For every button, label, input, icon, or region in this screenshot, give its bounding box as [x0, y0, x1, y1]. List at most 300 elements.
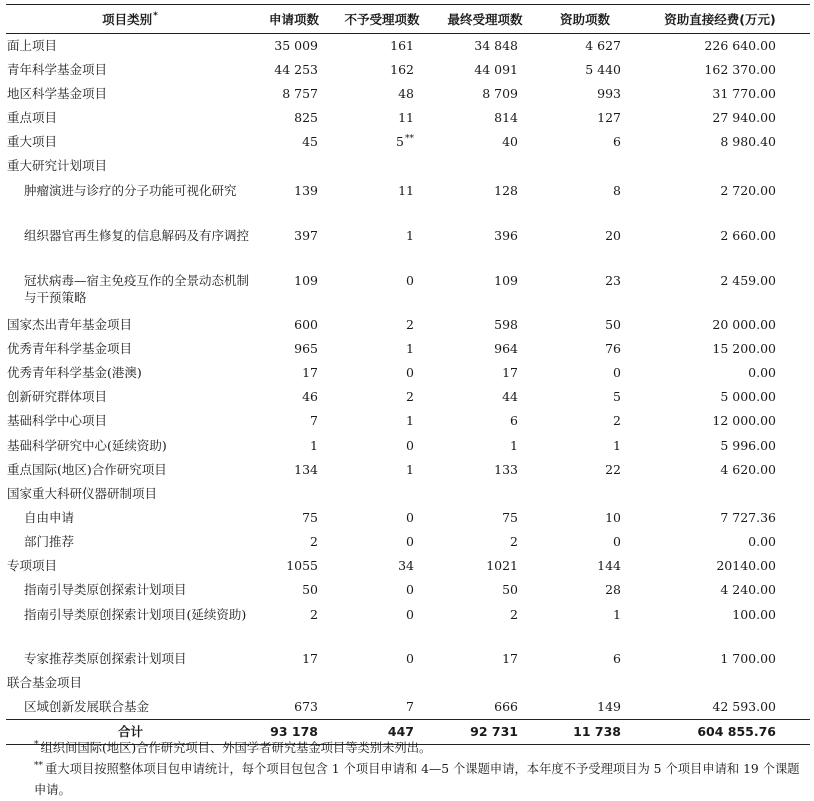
- cell-funded: [540, 223, 630, 268]
- total-funding: 604 855.76: [630, 719, 810, 744]
- cell-funded-value: 22: [605, 461, 621, 477]
- cell-not-accepted-value: 1: [406, 341, 414, 357]
- cell-final-accepted: [430, 58, 540, 82]
- cell-not-accepted-value: 0: [406, 582, 414, 598]
- category-label: 面上项目: [7, 38, 58, 53]
- cell-final-accepted-value: 44: [502, 389, 518, 405]
- cell-category: [6, 106, 254, 130]
- cell-category: [6, 268, 254, 313]
- cell-category: [6, 130, 254, 154]
- table-row: [6, 554, 810, 578]
- cell-not-accepted-value: 0: [406, 533, 414, 549]
- table-row: [6, 34, 810, 58]
- category-label: 重点国际(地区)合作研究项目: [7, 461, 167, 477]
- cell-applications-value: 17: [302, 651, 318, 667]
- cell-applications: [254, 695, 334, 719]
- cell-funded-value: 4 627: [585, 38, 621, 53]
- category-label: 冠状病毒—宿主免疫互作的全景动态机制与干预策略: [24, 273, 250, 306]
- cell-funding-value: 5 000.00: [720, 389, 776, 405]
- table-row: [6, 385, 810, 409]
- footnote-1: * 组织间国际(地区)合作研究项目、外国学者研究基金项目等类别未列出。: [34, 739, 432, 755]
- cell-category: [6, 409, 254, 433]
- cell-final-accepted: [430, 82, 540, 106]
- cell-applications: [254, 647, 334, 671]
- cell-funded: [540, 434, 630, 458]
- cell-funded: [540, 554, 630, 578]
- cell-final-accepted-value: 75: [502, 509, 518, 525]
- cell-final-accepted: [430, 482, 540, 506]
- table-row: [6, 106, 810, 130]
- cell-final-accepted: [430, 695, 540, 719]
- cell-applications-value: 50: [302, 582, 318, 598]
- cell-category: [6, 671, 254, 695]
- funding-statistics-table: [6, 4, 810, 745]
- cell-category: [6, 482, 254, 506]
- cell-funding-value: 31 770.00: [712, 85, 776, 101]
- table-row: [6, 178, 810, 223]
- cell-category: [6, 361, 254, 385]
- cell-applications-value: 139: [294, 183, 318, 199]
- cell-funded: [540, 58, 630, 82]
- cell-funded-value: 20: [605, 228, 621, 244]
- cell-funding: [630, 409, 810, 433]
- cell-funded-value: 50: [605, 317, 621, 333]
- cell-category: [6, 178, 254, 223]
- cell-category: [6, 647, 254, 671]
- footnote-2: ** 重大项目按照整体项目包申请统计，每个项目包包含 1 个项目申请和 4—5 个课题申请，本年度不予受理项目为 5 个项目申请和 19 个课题申请。: [34, 760, 800, 797]
- cell-final-accepted: [430, 647, 540, 671]
- cell-applications-value: 17: [302, 365, 318, 381]
- category-label: 重大项目: [7, 133, 58, 149]
- cell-not-accepted: [334, 58, 430, 82]
- cell-funding-value: 5 996.00: [720, 437, 776, 453]
- cell-not-accepted: [334, 671, 430, 695]
- header-category-mark: *: [153, 11, 158, 22]
- cell-applications-value: 45: [302, 133, 318, 149]
- cell-not-accepted: [334, 506, 430, 530]
- cell-final-accepted-value: 8 709: [482, 85, 518, 101]
- cell-applications: [254, 106, 334, 130]
- cell-final-accepted: [430, 223, 540, 268]
- table-row: [6, 223, 810, 268]
- table-row: [6, 268, 810, 313]
- cell-funded-value: 1: [613, 607, 621, 623]
- cell-not-accepted-value: 0: [406, 437, 414, 453]
- table-row: [6, 361, 810, 385]
- category-label: 指南引导类原创探索计划项目(延续资助): [24, 607, 247, 623]
- cell-not-accepted: [334, 223, 430, 268]
- table-row: [6, 458, 810, 482]
- cell-funded-value: 23: [605, 273, 621, 289]
- cell-final-accepted: [430, 506, 540, 530]
- category-label: 肿瘤演进与诊疗的分子功能可视化研究: [24, 183, 237, 199]
- cell-funded: [540, 506, 630, 530]
- cell-not-accepted-value: 2: [406, 317, 414, 333]
- cell-funding: [630, 268, 810, 313]
- cell-applications: [254, 268, 334, 313]
- cell-applications: [254, 82, 334, 106]
- cell-funded: [540, 130, 630, 154]
- cell-funded: [540, 154, 630, 178]
- cell-applications: [254, 434, 334, 458]
- cell-funded-value: 8: [613, 183, 621, 199]
- cell-applications-value: 7: [310, 413, 318, 429]
- cell-not-accepted: [334, 530, 430, 554]
- cell-funded: [540, 337, 630, 361]
- table-row: [6, 602, 810, 647]
- footnote-2-mark: **: [34, 760, 43, 771]
- cell-funding: [630, 578, 810, 602]
- cell-applications-value: 673: [294, 699, 318, 715]
- cell-not-accepted: [334, 434, 430, 458]
- cell-funded-value: 993: [597, 85, 621, 101]
- cell-final-accepted: [430, 458, 540, 482]
- cell-funding-value: 7 727.36: [720, 509, 776, 525]
- cell-category: [6, 385, 254, 409]
- cell-applications: [254, 313, 334, 337]
- cell-final-accepted: [430, 154, 540, 178]
- cell-final-accepted-value: 396: [494, 228, 518, 244]
- cell-not-accepted-value: 161: [390, 38, 414, 53]
- cell-funded: [540, 361, 630, 385]
- cell-applications-value: 2: [310, 607, 318, 623]
- cell-funded: [540, 671, 630, 695]
- cell-not-accepted: [334, 482, 430, 506]
- cell-category: [6, 506, 254, 530]
- cell-final-accepted: [430, 530, 540, 554]
- cell-funding: [630, 506, 810, 530]
- category-label: 专项项目: [7, 558, 58, 573]
- cell-not-accepted: [334, 313, 430, 337]
- cell-funding-value: 162 370.00: [704, 61, 776, 77]
- cell-funded-value: 2: [613, 413, 621, 429]
- category-label: 专家推荐类原创探索计划项目: [24, 651, 187, 667]
- category-label: 基础科学研究中心(延续资助): [7, 437, 167, 453]
- cell-not-accepted: [334, 154, 430, 178]
- cell-applications-value: 46: [302, 389, 318, 405]
- total-not-accepted: 447: [334, 719, 430, 744]
- cell-final-accepted-value: 109: [494, 273, 518, 289]
- cell-final-accepted: [430, 106, 540, 130]
- cell-funded-value: 10: [605, 509, 621, 525]
- footnote-1-mark: *: [34, 739, 39, 750]
- cell-applications: [254, 58, 334, 82]
- cell-funding-value: 20 000.00: [712, 317, 776, 333]
- cell-not-accepted: [334, 695, 430, 719]
- cell-not-accepted: [334, 385, 430, 409]
- cell-funded-value: 6: [613, 651, 621, 667]
- cell-not-accepted-value: 0: [406, 273, 414, 289]
- cell-not-accepted: [334, 361, 430, 385]
- cell-category: [6, 602, 254, 647]
- cell-category: [6, 223, 254, 268]
- cell-funding: [630, 602, 810, 647]
- category-label: 国家重大科研仪器研制项目: [7, 485, 158, 501]
- cell-applications-value: 8 757: [282, 85, 318, 101]
- table-row: [6, 695, 810, 719]
- cell-funding-value: 4 240.00: [720, 582, 776, 598]
- cell-category: [6, 313, 254, 337]
- cell-category: [6, 458, 254, 482]
- cell-final-accepted-value: 17: [502, 365, 518, 381]
- cell-category: [6, 82, 254, 106]
- table-row: [6, 482, 810, 506]
- cell-funding-value: 0.00: [748, 533, 776, 549]
- cell-funding: [630, 530, 810, 554]
- cell-not-accepted: [334, 602, 430, 647]
- cell-not-accepted-value: 11: [398, 183, 414, 199]
- table-row: [6, 313, 810, 337]
- cell-final-accepted: [430, 361, 540, 385]
- cell-final-accepted: [430, 434, 540, 458]
- cell-not-accepted: [334, 409, 430, 433]
- header-applications: 申请项数: [254, 5, 334, 34]
- cell-funding: [630, 482, 810, 506]
- cell-not-accepted: [334, 337, 430, 361]
- cell-applications: [254, 602, 334, 647]
- cell-not-accepted-value: 1: [406, 228, 414, 244]
- cell-funded-value: 0: [613, 365, 621, 381]
- cell-final-accepted-value: 128: [494, 183, 518, 199]
- cell-funded: [540, 268, 630, 313]
- table-row: [6, 58, 810, 82]
- cell-category: [6, 34, 254, 58]
- header-funded: 资助项数: [540, 5, 630, 34]
- cell-applications: [254, 578, 334, 602]
- cell-not-accepted-value: 162: [390, 61, 414, 77]
- cell-funded: [540, 602, 630, 647]
- category-label: 组织器官再生修复的信息解码及有序调控: [24, 228, 250, 244]
- cell-not-accepted-value: 34: [398, 558, 414, 573]
- cell-funded-value: 76: [605, 341, 621, 357]
- cell-category: [6, 578, 254, 602]
- cell-applications: [254, 34, 334, 58]
- total-funded: 11 738: [540, 719, 630, 744]
- category-label: 指南引导类原创探索计划项目: [24, 582, 187, 598]
- cell-applications: [254, 409, 334, 433]
- table-row: [6, 409, 810, 433]
- cell-funding-value: 42 593.00: [712, 699, 776, 715]
- cell-final-accepted: [430, 34, 540, 58]
- cell-funded: [540, 530, 630, 554]
- cell-not-accepted-value: 0: [406, 651, 414, 667]
- cell-funding: [630, 695, 810, 719]
- cell-not-accepted-value: 0: [406, 509, 414, 525]
- category-label: 联合基金项目: [7, 675, 83, 691]
- cell-final-accepted: [430, 385, 540, 409]
- cell-funding: [630, 458, 810, 482]
- category-label: 自由申请: [24, 509, 75, 525]
- cell-funding: [630, 34, 810, 58]
- category-label: 基础科学中心项目: [7, 413, 108, 429]
- cell-applications: [254, 361, 334, 385]
- cell-final-accepted: [430, 554, 540, 578]
- cell-funded: [540, 385, 630, 409]
- cell-funding-value: 27 940.00: [712, 109, 776, 125]
- cell-category: [6, 695, 254, 719]
- header-not-accepted: 不予受理项数: [334, 5, 430, 34]
- cell-funded: [540, 647, 630, 671]
- cell-not-accepted-value: 2: [406, 389, 414, 405]
- cell-funding: [630, 554, 810, 578]
- cell-final-accepted-value: 44 091: [474, 61, 518, 77]
- cell-not-accepted: [334, 647, 430, 671]
- cell-not-accepted-value: 0: [406, 607, 414, 623]
- cell-funding-value: 0.00: [748, 365, 776, 381]
- cell-funding: [630, 178, 810, 223]
- cell-funding-value: 15 200.00: [712, 341, 776, 357]
- cell-funding-value: 4 620.00: [720, 461, 776, 477]
- cell-applications: [254, 506, 334, 530]
- cell-not-accepted-value: 1: [406, 461, 414, 477]
- table-row: [6, 671, 810, 695]
- cell-final-accepted: [430, 178, 540, 223]
- cell-funding-value: 20140.00: [716, 558, 776, 573]
- category-label: 重点项目: [7, 109, 58, 125]
- cell-category: [6, 154, 254, 178]
- cell-applications-value: 825: [294, 109, 318, 125]
- cell-final-accepted-value: 1021: [486, 558, 518, 573]
- cell-not-accepted: [334, 130, 430, 154]
- total-label: 合计: [6, 719, 254, 744]
- table-row: [6, 130, 810, 154]
- cell-funding: [630, 647, 810, 671]
- cell-not-accepted: [334, 554, 430, 578]
- table-header-row: [6, 5, 810, 34]
- cell-applications-value: 397: [294, 228, 318, 244]
- cell-applications-value: 109: [294, 273, 318, 289]
- cell-funding: [630, 337, 810, 361]
- header-final-accepted: 最终受理项数: [430, 5, 540, 34]
- cell-category: [6, 530, 254, 554]
- footnote-mark: **: [405, 133, 414, 144]
- cell-final-accepted-value: 964: [494, 341, 518, 357]
- cell-not-accepted: [334, 106, 430, 130]
- cell-funded-value: 0: [613, 533, 621, 549]
- cell-funded-value: 5 440: [585, 61, 621, 77]
- cell-not-accepted-value: 11: [398, 109, 414, 125]
- cell-funding: [630, 154, 810, 178]
- header-category: 项目类别*: [6, 5, 254, 34]
- cell-funding: [630, 434, 810, 458]
- cell-funding-value: 2 660.00: [720, 228, 776, 244]
- category-label: 重大研究计划项目: [7, 157, 108, 173]
- category-label: 优秀青年科学基金(港澳): [7, 365, 142, 381]
- cell-not-accepted: [334, 268, 430, 313]
- cell-funding-value: 226 640.00: [704, 38, 776, 53]
- cell-final-accepted: [430, 313, 540, 337]
- cell-funded: [540, 313, 630, 337]
- cell-applications-value: 35 009: [274, 38, 318, 53]
- cell-applications: [254, 385, 334, 409]
- table-row: [6, 434, 810, 458]
- table-row: [6, 337, 810, 361]
- cell-applications-value: 75: [302, 509, 318, 525]
- cell-funded: [540, 458, 630, 482]
- table-row: [6, 154, 810, 178]
- cell-final-accepted-value: 40: [502, 133, 518, 149]
- category-label: 创新研究群体项目: [7, 389, 108, 405]
- cell-applications-value: 44 253: [274, 61, 318, 77]
- cell-funding: [630, 385, 810, 409]
- cell-funding-value: 2 720.00: [720, 183, 776, 199]
- cell-funding-value: 2 459.00: [720, 273, 776, 289]
- cell-not-accepted: [334, 578, 430, 602]
- cell-not-accepted-value: 0: [406, 365, 414, 381]
- cell-funding: [630, 106, 810, 130]
- cell-not-accepted: [334, 178, 430, 223]
- table-row: [6, 578, 810, 602]
- table-footnotes: [10, 738, 810, 801]
- cell-applications: [254, 223, 334, 268]
- cell-final-accepted-value: 666: [494, 699, 518, 715]
- cell-funding-value: 8 980.40: [720, 133, 776, 149]
- cell-applications: [254, 130, 334, 154]
- cell-applications: [254, 671, 334, 695]
- cell-funded-value: 127: [597, 109, 621, 125]
- cell-final-accepted-value: 598: [494, 317, 518, 333]
- cell-applications: [254, 530, 334, 554]
- cell-funded: [540, 482, 630, 506]
- cell-funding: [630, 58, 810, 82]
- cell-final-accepted: [430, 130, 540, 154]
- table-row: [6, 82, 810, 106]
- header-funding: 资助直接经费(万元): [630, 5, 810, 34]
- cell-applications: [254, 458, 334, 482]
- cell-funded: [540, 34, 630, 58]
- cell-final-accepted-value: 50: [502, 582, 518, 598]
- cell-funding-value: 12 000.00: [712, 413, 776, 429]
- total-final-accepted: 92 731: [430, 719, 540, 744]
- cell-applications-value: 600: [294, 317, 318, 333]
- cell-not-accepted: [334, 458, 430, 482]
- cell-category: [6, 554, 254, 578]
- cell-not-accepted-value: 7: [406, 699, 414, 715]
- cell-final-accepted-value: 1: [510, 437, 518, 453]
- cell-funding-value: 1 700.00: [720, 651, 776, 667]
- cell-funded: [540, 178, 630, 223]
- category-label: 区域创新发展联合基金: [24, 699, 150, 715]
- cell-final-accepted-value: 34 848: [474, 38, 518, 53]
- cell-applications: [254, 554, 334, 578]
- cell-funded: [540, 82, 630, 106]
- cell-not-accepted-value: 1: [406, 413, 414, 429]
- cell-final-accepted-value: 17: [502, 651, 518, 667]
- cell-applications: [254, 178, 334, 223]
- cell-applications-value: 2: [310, 533, 318, 549]
- cell-funding-value: 100.00: [732, 607, 776, 623]
- category-label: 国家杰出青年基金项目: [7, 317, 133, 333]
- table-row: [6, 530, 810, 554]
- cell-applications-value: 965: [294, 341, 318, 357]
- cell-final-accepted: [430, 409, 540, 433]
- cell-final-accepted: [430, 268, 540, 313]
- cell-funded: [540, 695, 630, 719]
- cell-applications-value: 1: [310, 437, 318, 453]
- cell-final-accepted: [430, 578, 540, 602]
- cell-category: [6, 434, 254, 458]
- table-row: [6, 647, 810, 671]
- cell-not-accepted-value: 5: [396, 133, 404, 149]
- cell-category: [6, 337, 254, 361]
- cell-final-accepted-value: 814: [494, 109, 518, 125]
- total-applications: 93 178: [254, 719, 334, 744]
- category-label: 部门推荐: [24, 533, 75, 549]
- cell-funded: [540, 578, 630, 602]
- cell-applications-value: 134: [294, 461, 318, 477]
- category-label: 青年科学基金项目: [7, 61, 108, 77]
- cell-funded-value: 1: [613, 437, 621, 453]
